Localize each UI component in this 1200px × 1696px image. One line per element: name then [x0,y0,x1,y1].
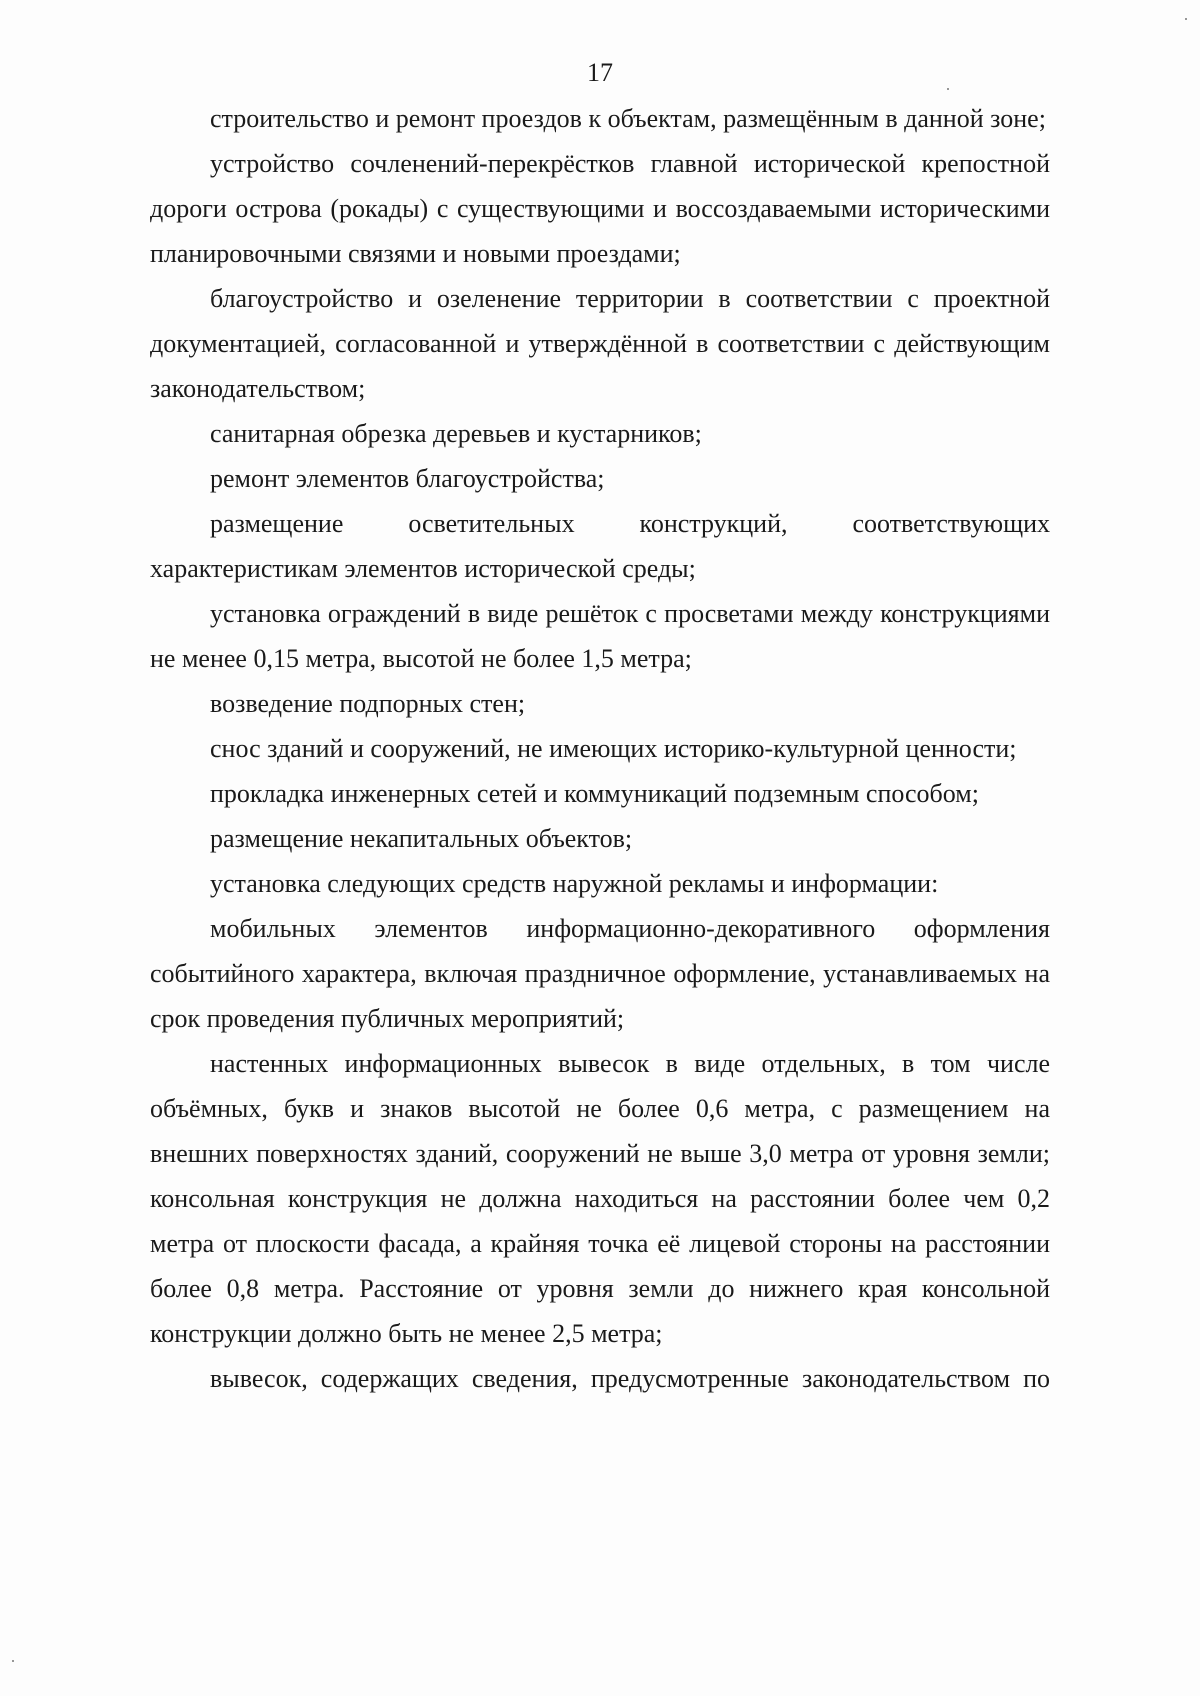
paragraph-intersections: устройство сочленений-перекрёстков главной исторической крепостной дороги острова (рокады) с существующими и воссоздаваемыми историческими планировочными связями и новыми проездами; [150,149,1050,268]
paragraph-retaining-walls: возведение подпорных стен; [210,689,526,718]
paragraph-tree-pruning: санитарная обрезка деревьев и кустарников; [210,419,702,448]
paragraph-advertising: установка следующих средств наружной рекламы и информации: [210,869,939,898]
scan-speck [947,88,949,90]
paragraph-signboards: вывесок, содержащих сведения, предусмотренные законодательством по [210,1364,1050,1393]
paragraph-mobile-elements: мобильных элементов информационно-декоративного оформления событийного характера, включая праздничное оформление, устанавливаемых на срок проведения публичных мероприятий; [150,914,1050,1033]
paragraph-landscaping: благоустройство и озеленение территории в соответствии с проектной документацией, согласованной и утверждённой в соответствии с действующим законодательством; [150,284,1050,403]
page-number: 17 [587,58,613,87]
paragraph-demolition: снос зданий и сооружений, не имеющих историко-культурной ценности; [210,734,1017,763]
paragraph-landscape-repair: ремонт элементов благоустройства; [210,464,605,493]
paragraph-temporary-objects: размещение некапитальных объектов; [210,824,633,853]
scan-speck [1185,18,1187,20]
paragraph-driveways: строительство и ремонт проездов к объектам, размещённым в данной зоне; [210,104,1046,133]
paragraph-utilities: прокладка инженерных сетей и коммуникаций подземным способом; [210,779,979,808]
paragraph-fences: установка ограждений в виде решёток с просветами между конструкциями не менее 0,15 метра, высотой не более 1,5 метра; [150,599,1050,673]
document-body [150,96,1050,1401]
paragraph-lighting: размещение осветительных конструкций, соответствующих характеристикам элементов исторической среды; [150,509,1050,583]
paragraph-wall-signs: настенных информационных вывесок в виде отдельных, в том числе объёмных, букв и знаков высотой не более 0,6 метра, с размещением на внешних поверхностях зданий, сооружений не выше 3,0 метра от уровня земли; консольная конструкция не должна находиться на расстоянии более чем 0,2 метра от плоскости фасада, а крайняя точка её лицевой стороны на расстоянии более 0,8 метра. Расстояние от уровня земли до нижнего края консольной конструкции должно быть не менее 2,5 метра; [150,1049,1050,1348]
scan-speck [12,1660,14,1662]
